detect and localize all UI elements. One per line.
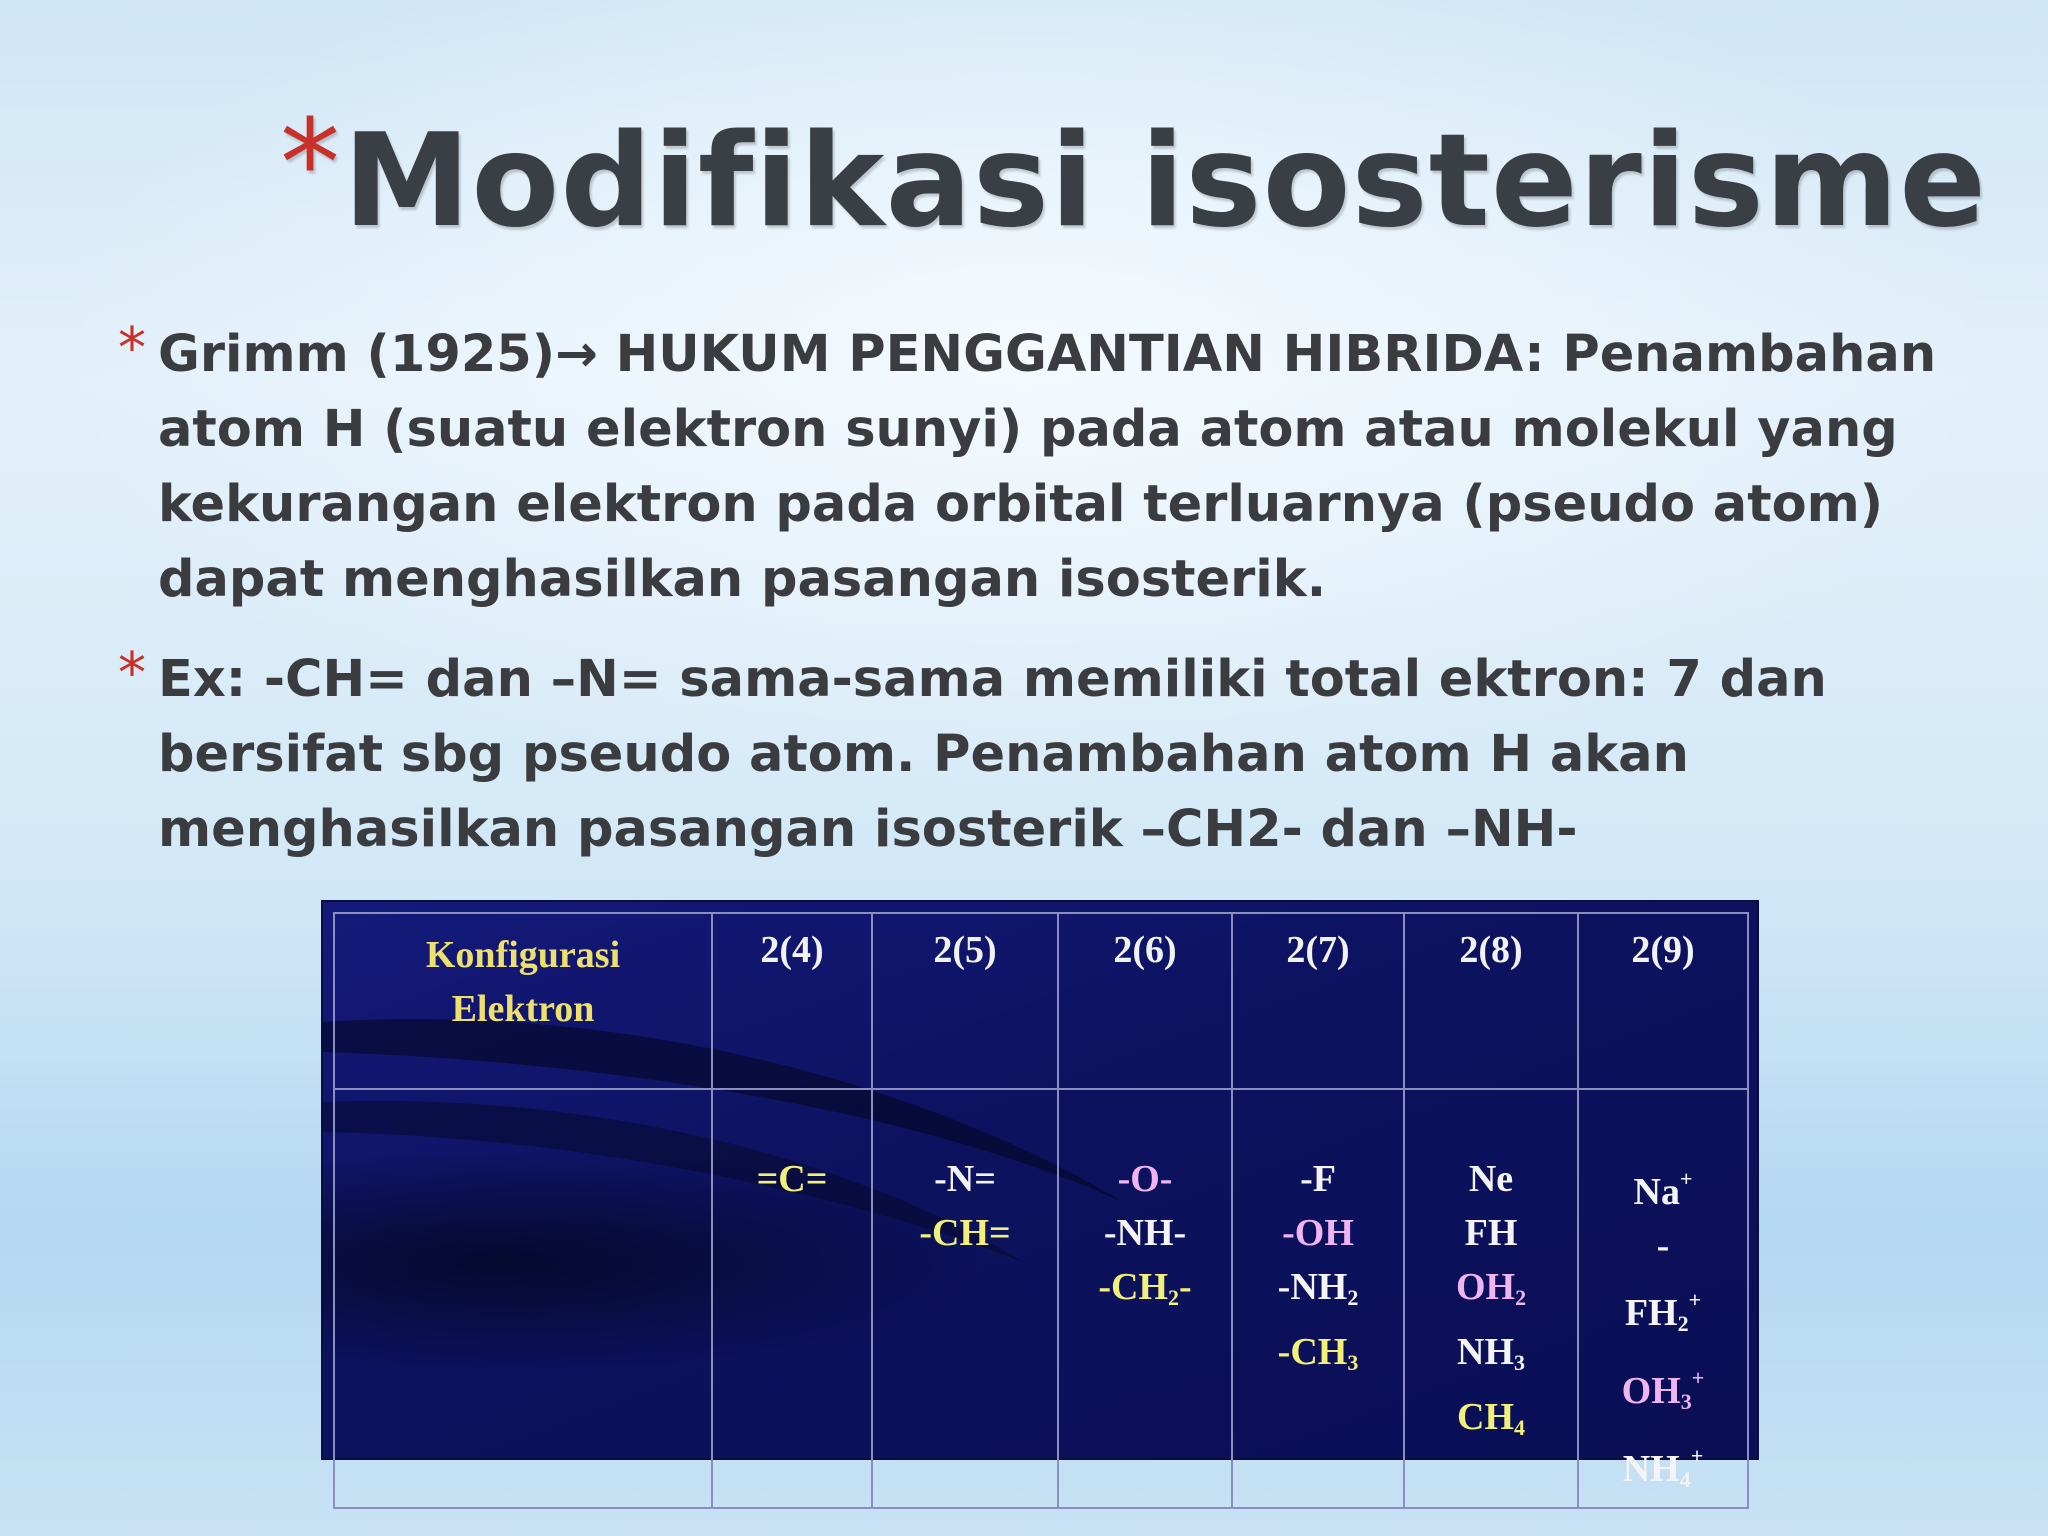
formula-charge: + — [1679, 1166, 1693, 1191]
group-formula: -OH — [1282, 1212, 1354, 1254]
formula-subscript: 3 — [1514, 1350, 1525, 1375]
group-formula — [1405, 1260, 1577, 1325]
group-formula: FH — [1464, 1212, 1518, 1254]
group-formula — [1579, 1351, 1747, 1429]
cell-2-6 — [1058, 1089, 1232, 1508]
group-formula — [1233, 1325, 1403, 1390]
cell-2-9 — [1578, 1089, 1748, 1508]
group-formula — [1579, 1429, 1747, 1507]
header-label-cell — [334, 913, 712, 1089]
group-formula — [1233, 1260, 1403, 1325]
isostere-table-image — [323, 902, 1757, 1492]
formula-base: OH — [1621, 1370, 1681, 1412]
column-header: 2(5) — [872, 913, 1058, 1089]
column-header: 2(7) — [1232, 913, 1404, 1089]
formula-base: -CH — [1277, 1331, 1348, 1373]
formula-subscript: 2 — [1515, 1285, 1527, 1310]
group-formula: -N= — [934, 1158, 996, 1200]
formula-subscript: 2 — [1168, 1285, 1179, 1310]
cell-2-8 — [1404, 1089, 1578, 1508]
bullet-marker: * — [118, 316, 146, 381]
table-body-row — [334, 1089, 1748, 1508]
formula-base: Na — [1633, 1171, 1680, 1213]
group-formula: -F — [1300, 1158, 1336, 1200]
cell-2-4 — [712, 1089, 872, 1508]
header-label-line: Elektron — [451, 988, 595, 1030]
slide-title-text: Modifikasi isosterisme — [343, 107, 1988, 256]
formula-charge: + — [1691, 1365, 1705, 1390]
formula-suffix: - — [1179, 1266, 1192, 1308]
slide-title — [280, 95, 1988, 256]
column-header: 2(9) — [1578, 913, 1748, 1089]
group-formula — [1579, 1152, 1747, 1219]
formula-subscript: 3 — [1680, 1389, 1692, 1414]
group-formula — [1405, 1390, 1577, 1455]
formula-base: OH — [1455, 1266, 1516, 1308]
title-bullet-marker: * — [280, 95, 341, 234]
bullet-text: Grimm (1925)→ HUKUM PENGGANTIAN HIBRIDA: Penambahan atom H (suatu elektron sunyi) pada atom atau molekul yang kekurangan elektron pada orbital terluarnya (pseudo atom) dapat menghasilkan pasangan isosterik. — [158, 325, 1937, 609]
column-header: 2(8) — [1404, 913, 1578, 1089]
formula-subscript: 4 — [1679, 1467, 1691, 1492]
group-formula: =C= — [756, 1158, 828, 1200]
formula-base: CH — [1457, 1396, 1514, 1438]
column-header: 2(4) — [712, 913, 872, 1089]
group-formula — [1405, 1325, 1577, 1390]
cell-2-7 — [1232, 1089, 1404, 1508]
group-formula: - — [1656, 1225, 1670, 1267]
bullet-marker: * — [118, 641, 146, 706]
formula-subscript: 2 — [1347, 1285, 1359, 1310]
bullet-text: Ex: -CH= dan –N= sama-sama memiliki total ektron: 7 dan bersifat sbg pseudo atom. Penambahan atom H akan menghasilkan pasangan isosterik –CH2- dan –NH- — [158, 650, 1827, 859]
bullet-item-1 — [118, 317, 1978, 617]
formula-base: -NH — [1277, 1266, 1348, 1308]
cell-2-5 — [872, 1089, 1058, 1508]
bullet-item-2 — [118, 642, 1978, 867]
group-formula — [1059, 1260, 1231, 1325]
formula-base: FH — [1624, 1292, 1678, 1334]
header-label-line: Konfigurasi — [425, 934, 621, 976]
group-formula: -O- — [1117, 1158, 1173, 1200]
formula-charge: + — [1690, 1443, 1704, 1468]
formula-base: NH — [1622, 1448, 1680, 1490]
column-header: 2(6) — [1058, 913, 1232, 1089]
formula-base: -CH — [1098, 1266, 1168, 1308]
table-header-row — [334, 913, 1748, 1089]
group-formula — [1579, 1273, 1747, 1351]
group-formula: Ne — [1468, 1158, 1514, 1200]
formula-subscript: 4 — [1514, 1415, 1525, 1440]
group-formula: -CH= — [919, 1212, 1011, 1254]
electron-configuration-table — [333, 912, 1749, 1509]
empty-label-cell — [334, 1089, 712, 1508]
formula-charge: + — [1688, 1287, 1702, 1312]
group-formula: -NH- — [1103, 1212, 1187, 1254]
formula-base: NH — [1457, 1331, 1514, 1373]
formula-subscript: 3 — [1347, 1350, 1359, 1375]
formula-subscript: 2 — [1677, 1311, 1689, 1336]
